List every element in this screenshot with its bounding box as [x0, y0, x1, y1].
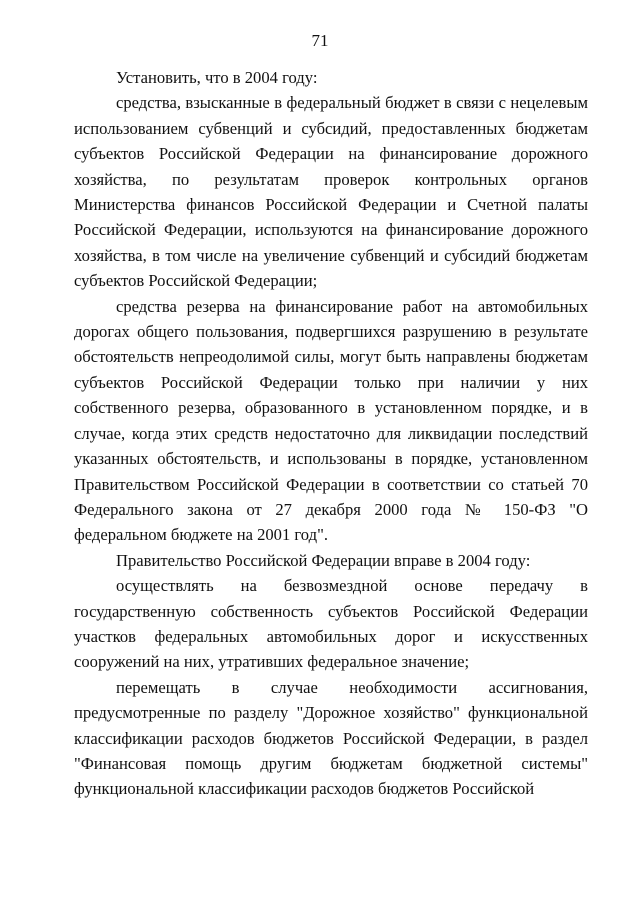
- paragraph-5: осуществлять на безвозмездной основе передачу в государственную собственность субъектов Российской Федерации участков федеральных автомобильных дорог и искусственных сооружений на них, утративших федеральное значение;: [74, 576, 588, 672]
- paragraph-6: перемещать в случае необходимости ассигнования, предусмотренные по разделу "Дорожное хозяйство" функциональной классификации расходов бюджетов Российской Федерации, в раздел "Финансовая помощь другим бюджетам бюджетной системы" функциональной классификации расходов бюджетов Российской: [74, 677, 588, 799]
- paragraph-4: Правительство Российской Федерации вправе в 2004 году:: [116, 550, 531, 570]
- paragraph-3: средства резерва на финансирование работ на автомобильных дорогах общего пользования, подвергшихся разрушению в результате обстоятельств непреодолимой силы, могут быть направлены бюджетам субъектов Российской Федерации только при наличии у них собственного резерва, образованного в установленном порядке, и в случае, когда этих средств недостаточно для ликвидации последствий указанных обстоятельств, и использованы в порядке, установленном Правительством Российской Федерации в соответствии со статьей 70 Федерального закона от 27 декабря 2000 года № 150-ФЗ "О федеральном бюджете на 2001 год".: [74, 296, 588, 545]
- paragraph-2: средства, взысканные в федеральный бюджет в связи с нецелевым использованием субвенций и субсидий, предоставленных бюджетам субъектов Российской Федерации на финансирование дорожного хозяйства, по результатам проверок контрольных органов Министерства финансов Российской Федерации и Счетной палаты Российской Федерации, используются на финансирование дорожного хозяйства, в том числе на увеличение субвенций и субсидий бюджетам субъектов Российской Федерации;: [74, 93, 588, 291]
- paragraph-1: Установить, что в 2004 году:: [116, 68, 318, 87]
- document-body: [74, 65, 588, 802]
- page-number: 71: [311, 31, 329, 50]
